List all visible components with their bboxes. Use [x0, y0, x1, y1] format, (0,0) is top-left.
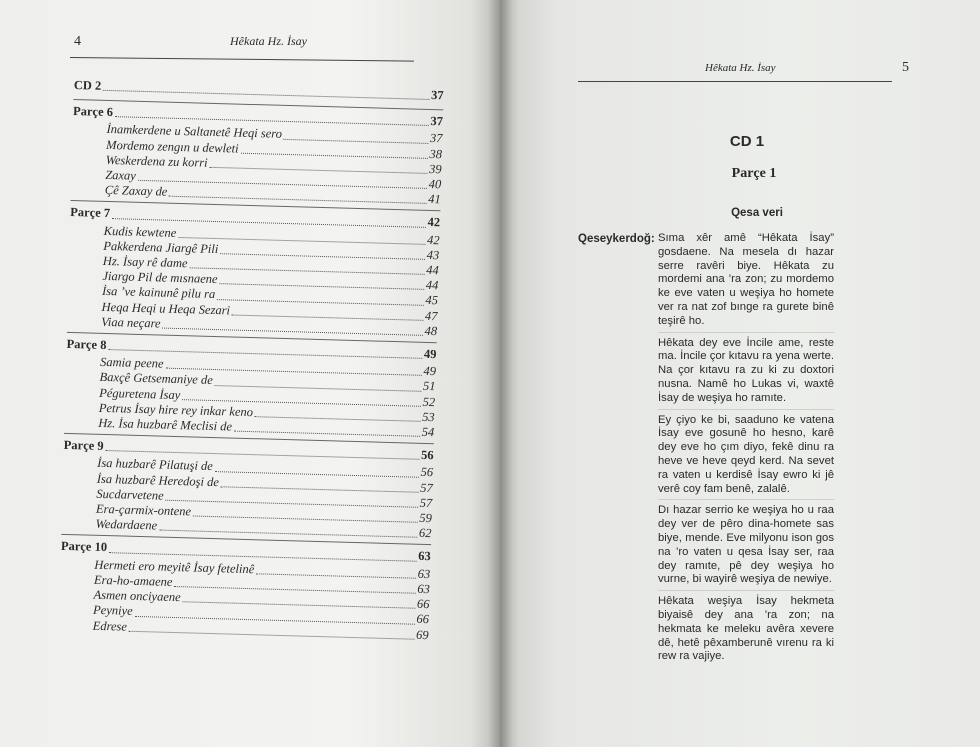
toc-title: Baxçê Getsemaniye de [99, 370, 213, 388]
toc-page-number: 43 [426, 247, 440, 263]
toc-page-number: 63 [417, 581, 431, 597]
cd-title: CD 1 [729, 133, 765, 150]
toc-title: İsa ’ve kainunê pilu ra [101, 284, 216, 302]
header-rule-left [70, 57, 414, 62]
toc-title: Zaxay [105, 167, 137, 183]
section-title: Qesa veri [731, 207, 783, 219]
toc-title: İnamkerdene u Saltanetê Heqi sero [106, 122, 283, 142]
toc-title: Viaa neçare [101, 314, 161, 331]
toc-title: Edrese [92, 618, 128, 634]
toc-title: Péguretena İsay [99, 385, 181, 402]
toc-page-number: 51 [422, 379, 436, 394]
toc-page-number: 63 [418, 549, 431, 564]
toc-title: Asmen onciyaene [93, 587, 181, 605]
toc-title: Hz. İsay rê dame [102, 253, 188, 271]
toc-page-number: 56 [420, 448, 434, 463]
toc-leader-dots [103, 90, 429, 100]
toc-leader-dots [129, 630, 414, 639]
toc-title: Era-çarmix-ontene [95, 501, 192, 519]
paragraph: Sıma xêr amê “Hêkata İsay” gosdaene. Na mesela dı hazar serre ravêri biye. Hêkata zu mordemi ana ’ra zon; zu mordemo ke eve vaten u weşiya ho homete ver ra nat zof bınge ra gurete binê teşirê ho. [658, 232, 834, 333]
toc-page-number: 42 [426, 232, 440, 247]
toc-page-number: 52 [422, 394, 436, 409]
toc-page-number: 38 [429, 146, 443, 161]
toc-cd-heading [74, 78, 444, 104]
body-text [658, 232, 834, 671]
toc-page-number: 66 [416, 596, 430, 612]
toc-page-number: 66 [416, 612, 430, 627]
toc-page-number: 49 [423, 364, 437, 379]
toc-title: Çê Zaxay de [104, 183, 168, 199]
running-header-left: Hêkata Hz. İsay [230, 34, 307, 48]
toc-title: Parçe 9 [63, 438, 104, 454]
book-spine-shadow [488, 0, 512, 747]
toc-title: Parçe 8 [66, 336, 107, 353]
toc-title: Peyniye [92, 603, 133, 619]
toc-page-number: 56 [420, 465, 434, 480]
running-header-right: Hêkata Hz. İsay [705, 62, 776, 74]
toc-page-number: 41 [428, 192, 441, 207]
toc-title: Wedardaene [95, 517, 158, 533]
toc-page-number: 59 [419, 510, 433, 526]
toc-page-number: 37 [430, 87, 444, 103]
toc-page-number: 49 [423, 346, 437, 362]
toc-title: Hz. İsa huzbarê Meclisi de [98, 415, 233, 434]
toc-page-number: 47 [424, 308, 438, 323]
toc-page-number: 63 [417, 566, 431, 581]
right-page [500, 0, 980, 747]
paragraph: Hêkata dey eve İncile ame, reste ma. İncile çor kıtavu ra yena werte. Na çor kıtavu ra zu ki zu doxtori nusna. Namê ho Lukas vi, waxtê İsay de weşiya ho ramıte. [658, 337, 834, 410]
toc-page-number: 40 [428, 176, 442, 192]
toc-title: Parçe 7 [70, 205, 111, 221]
toc-title: Mordemo zengın u dewleti [105, 137, 239, 156]
toc-title: İsa huzbarê Heredoşi de [96, 471, 220, 489]
toc-page-number: 57 [419, 495, 433, 511]
toc-page-number: 54 [421, 424, 435, 440]
toc-title: Parçe 10 [60, 539, 108, 555]
toc-title: Heqa Heqi u Heqa Sezari [101, 299, 231, 318]
toc-title: Samia peene [99, 355, 164, 371]
speaker-label: Qeseykerdoğ: [578, 233, 655, 245]
toc-page-number: 48 [424, 323, 438, 339]
toc-title: Hermeti ero meyitê İsay fetelinê [94, 557, 255, 576]
toc-title: Parçe 6 [72, 104, 114, 120]
toc-leader-dots [234, 431, 420, 437]
toc-page-number: 37 [430, 114, 444, 129]
toc-page-number: 62 [418, 526, 432, 541]
header-rule-right [578, 81, 892, 82]
page-number-left: 4 [74, 34, 81, 49]
toc-title: Era-ho-amaene [93, 572, 173, 589]
toc-title: CD 2 [73, 78, 102, 93]
toc-page-number: 44 [425, 278, 439, 293]
toc-title: İsa huzbarê Pilatuşi de [97, 456, 214, 474]
paragraph: Dı hazar serrio ke weşiya ho u raa dey ver de pêro dina-homete sas biye, mende. Eve milyonu ison gos na ’ro vaten u qesa İsay ser, raa dey ramıte, pê dey weşiya ho vurne, bi wayirê weşiya de newiye. [658, 504, 834, 591]
toc-page-number: 57 [420, 480, 433, 495]
paragraph: Ey çiyo ke bi, saaduno ke vatena İsay eve gosunê ho hesno, karê dey eve ho çım diyo, fekê dinu ra heve ve heve qeyd kerd. Na sevet ra vaten u kerdisê İsay ewro ki jê verê coy fam benê, zalalê. [658, 414, 834, 501]
toc-page-number: 44 [426, 262, 439, 278]
toc-title: Kudis kewtene [103, 223, 177, 240]
table-of-contents [59, 78, 444, 643]
toc-page-number: 45 [425, 293, 439, 308]
toc-page-number: 37 [429, 131, 443, 146]
toc-page-number: 42 [427, 215, 441, 230]
toc-page-number: 53 [421, 409, 435, 425]
paragraph: Hêkata weşiya İsay hekmeta biyaisê dey ana ’ra zon; na hekmata ke meleku avêra xevere dê, hetê pêxamberunê vırenu ra ki rew ra vajiye. [658, 595, 834, 663]
toc-leader-dots [159, 530, 417, 538]
toc-title: Weskerdena zu korri [105, 152, 208, 170]
toc-title: Pakkerdena Jiargê Pili [103, 238, 219, 256]
toc-page-number: 69 [415, 627, 429, 642]
toc-leader-dots [162, 328, 422, 336]
toc-title: Petrus İsay hire rey inkar keno [98, 400, 254, 419]
toc-page-number: 39 [428, 161, 442, 177]
part-title: Parçe 1 [731, 166, 777, 181]
page-number-right: 5 [902, 60, 909, 75]
toc-title: Sucdarvetene [96, 486, 164, 503]
toc-title: Jiargo Pil de mısnaene [102, 269, 218, 287]
toc-leader-dots [169, 196, 426, 204]
